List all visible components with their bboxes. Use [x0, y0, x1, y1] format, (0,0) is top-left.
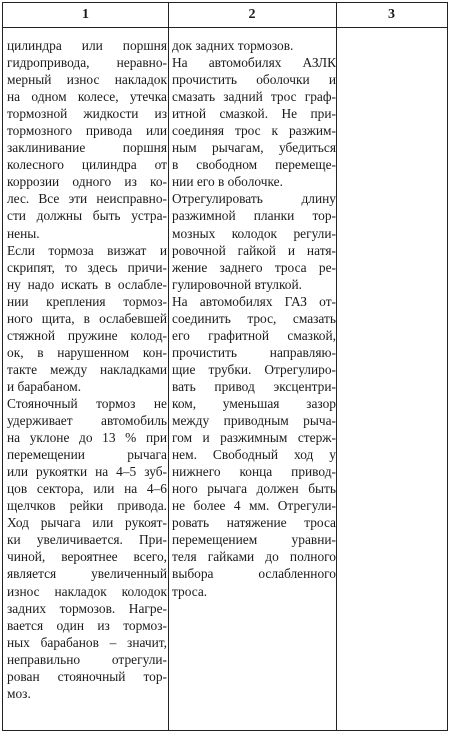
column-1-line: задних тормозов. Нагре- [7, 600, 167, 616]
column-1-line: Стояночный тормоз не [7, 395, 167, 411]
column-2-line: перемещением уравни- [172, 532, 336, 548]
column-1-line: заклинивание поршня [7, 140, 167, 156]
column-2-line: троса. [172, 583, 208, 599]
column-2-line: разжимной планки тор- [172, 208, 336, 224]
column-2-line: между приводным рыча- [172, 413, 336, 429]
column-2-line: гом и разжимным стерж- [172, 430, 336, 446]
column-2-line: ровать натяжение троса [172, 515, 336, 531]
column-1-line: такте между накладками [7, 361, 167, 377]
column-divider-2 [336, 3, 337, 730]
column-1-line: нии крепления тормоз- [7, 293, 167, 309]
column-2-line: теля гайками до полного [172, 549, 336, 565]
column-1-line: рован стояночный тор- [7, 668, 167, 684]
column-divider-1 [168, 3, 169, 730]
column-1-line: на уклоне до 13 % при [7, 430, 167, 446]
column-header-2: 2 [248, 7, 256, 22]
column-2-line: ком, уменьшая зазор [172, 395, 336, 411]
column-1-line: ки увеличивается. При- [7, 532, 167, 548]
column-2-line: ровочной гайкой и натя- [172, 242, 336, 258]
column-2-line: ным рычагам, убедиться [172, 140, 336, 156]
column-1-line: колесного цилиндра от [7, 157, 167, 173]
column-1-line: моз. [7, 685, 31, 701]
column-1-line: Ход рычага или рукоят- [7, 515, 167, 531]
column-2-line: прочистить оболочки и [172, 72, 336, 88]
column-1-line: и барабаном. [7, 378, 82, 394]
column-2-line: На автомобилях АЗЛК [172, 55, 336, 71]
column-2-line: итной смазкой. Не при- [172, 106, 336, 122]
column-1-line: ну надо искать в ослабле- [7, 276, 167, 292]
column-2-line: щие трубки. Отрегулиро- [172, 361, 336, 377]
column-2-line: нии его в оболочке. [172, 174, 283, 190]
column-2-line: вать привод эксцентри- [172, 378, 336, 394]
column-2-line: в свободном перемеще- [172, 157, 336, 173]
column-2-line: прочистить направляю- [172, 344, 336, 360]
column-1-line: чиной, вероятнее всего, [7, 549, 167, 565]
column-1-line: гидропривода, неравно- [7, 55, 167, 71]
column-1-line: коррозии одного из ко- [7, 174, 167, 190]
column-1-line: тормозного привода или [7, 123, 167, 139]
column-1-line: тормозной жидкости из [7, 106, 167, 122]
column-1-line: стяжной пружине колод- [7, 327, 167, 343]
column-1-line: является увеличенный [7, 566, 167, 582]
column-2-line: ного рычага должен быть [172, 481, 336, 497]
column-1-line: цов сектора, или на 4–6 [7, 481, 167, 497]
column-1-line: скрипят, то здесь причи- [7, 259, 167, 275]
column-1-text [7, 28, 167, 702]
column-2-line: жение заднего троса ре- [172, 259, 336, 275]
column-2-line: смазать задний трос граф- [172, 89, 336, 105]
column-1-line: ного щита, в ослабевшей [7, 310, 167, 326]
column-2-line: гулировочной втулкой. [172, 276, 303, 292]
column-1-line: перемещении рычага [7, 447, 167, 463]
column-1-line: лес. Все эти неисправно- [7, 191, 167, 207]
column-1-line: щелчков рейки привода. [7, 498, 167, 514]
column-2-line: соединяя трос к разжим- [172, 123, 336, 139]
column-2-line: не более 4 мм. Отрегули- [172, 498, 336, 514]
column-1-line: нены. [7, 225, 40, 241]
column-1-line: износ накладок колодок [7, 583, 167, 599]
troubleshooting-table [2, 2, 448, 731]
column-2-line: Отрегулировать длину [172, 191, 336, 207]
column-1-line: или рукоятки на 4–5 зуб- [7, 464, 167, 480]
column-1-line: Если тормоза визжат и [7, 242, 167, 258]
column-2-line: соединить трос, смазать [172, 310, 336, 326]
column-2-line: нем. Свободный ход у [172, 447, 336, 463]
column-1-line: сти должны быть устра- [7, 208, 167, 224]
column-1-line: цилиндра или поршня [7, 38, 167, 53]
column-2-line: нижнего конца привод- [172, 464, 336, 480]
column-header-1: 1 [82, 7, 89, 22]
column-1-line: ных барабанов – значит, [7, 634, 167, 650]
column-2-line: выбора ослабленного [172, 566, 336, 582]
column-1-line: ок, в нарушенном кон- [7, 344, 167, 360]
column-1-line: удерживает автомобиль [7, 413, 167, 429]
column-2-line: мозных колодок регули- [172, 225, 336, 241]
column-1-line: на одном колесе, утечка [7, 89, 167, 105]
column-1-line: вается один из тормоз- [7, 617, 167, 633]
column-header-3: 3 [388, 7, 395, 22]
column-2-line: На автомобилях ГАЗ от- [172, 293, 336, 309]
column-1-line: неправильно отрегули- [7, 651, 167, 667]
column-2-line: док задних тормозов. [172, 38, 294, 53]
column-2-line: его графитной смазкой, [172, 327, 336, 343]
column-1-line: мерный износ накладок [7, 72, 167, 88]
column-2-text [172, 28, 336, 600]
